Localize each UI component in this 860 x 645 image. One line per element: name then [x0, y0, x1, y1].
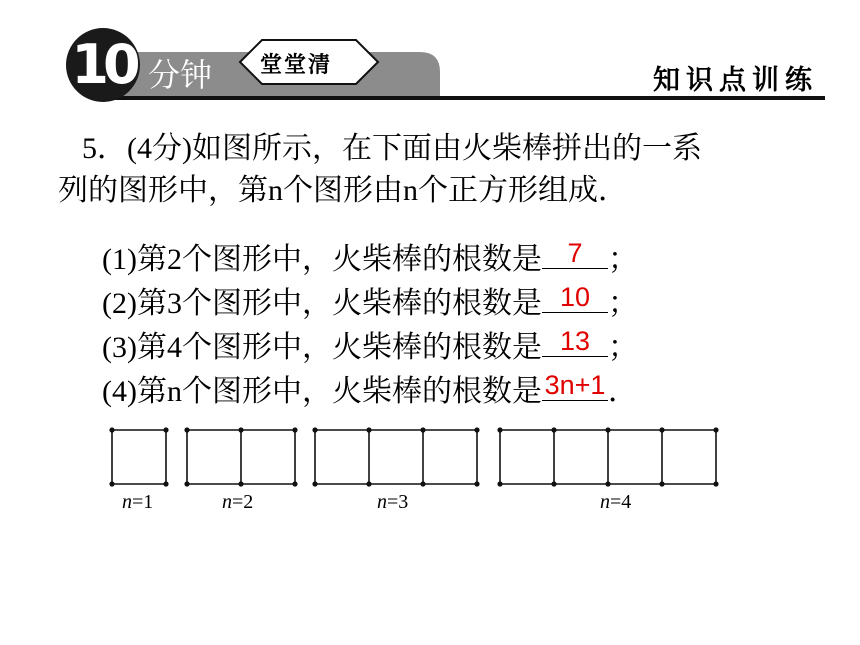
- square-group: [312, 427, 479, 486]
- vertex-dot: [713, 427, 718, 432]
- vertex-dot: [163, 481, 168, 486]
- vertex-dot: [420, 481, 425, 486]
- square-group: [184, 427, 297, 486]
- figure-label: n=2: [222, 491, 254, 513]
- answer-value: 10: [559, 282, 590, 312]
- vertex-dot: [292, 481, 297, 486]
- vertex-dot: [312, 427, 317, 432]
- vertex-dot: [292, 427, 297, 432]
- vertex-dot: [366, 427, 371, 432]
- matchstick-figure: [100, 420, 740, 530]
- answer-blank: [542, 326, 608, 357]
- vertex-dot: [605, 481, 610, 486]
- question-item: [102, 282, 638, 326]
- minutes-label: 分钟: [148, 56, 213, 94]
- vertex-dot: [551, 427, 556, 432]
- vertex-dot: [238, 427, 243, 432]
- header-banner: [0, 0, 860, 110]
- vertex-dot: [109, 427, 114, 432]
- problem-line-2: 列的图形中，第n个图形由n个正方形组成．: [58, 174, 628, 207]
- vertex-dot: [713, 481, 718, 486]
- question-end: ；: [607, 331, 638, 364]
- question-end: ；: [607, 243, 638, 276]
- vertex-dot: [659, 481, 664, 486]
- question-item: [102, 370, 638, 414]
- question-item: [102, 238, 638, 282]
- question-text: (3)第4个图形中，火柴棒的根数是: [102, 331, 542, 364]
- figure-label: n=3: [377, 491, 409, 513]
- figure-label: n=4: [600, 491, 632, 513]
- problem-line-1: 5．(4分)如图所示，在下面由火柴棒拼出的一系: [82, 132, 702, 165]
- vertex-dot: [109, 481, 114, 486]
- answer-value: 3n+1: [544, 370, 606, 400]
- vertex-dot: [312, 481, 317, 486]
- question-item: [102, 326, 638, 370]
- vertex-dot: [238, 481, 243, 486]
- answer-value: 13: [559, 326, 590, 356]
- practice-label: 知识点训练: [653, 65, 818, 96]
- vertex-dot: [184, 427, 189, 432]
- vertex-dot: [659, 427, 664, 432]
- question-end: ；: [607, 287, 638, 320]
- vertex-dot: [474, 481, 479, 486]
- square-group: [497, 427, 718, 486]
- answer-blank: [542, 238, 608, 269]
- figure-label: n=1: [122, 491, 154, 513]
- vertex-dot: [184, 481, 189, 486]
- answer-blank: [542, 282, 608, 313]
- answer-value: 7: [567, 238, 583, 268]
- problem-statement: [58, 128, 788, 212]
- question-text: (4)第n个图形中，火柴棒的根数是: [102, 375, 542, 408]
- question-list: [102, 238, 638, 414]
- vertex-dot: [474, 427, 479, 432]
- section-tag: 堂堂清: [260, 53, 333, 78]
- question-text: (2)第3个图形中，火柴棒的根数是: [102, 287, 542, 320]
- vertex-dot: [163, 427, 168, 432]
- square-group: [109, 427, 168, 486]
- vertex-dot: [497, 427, 502, 432]
- vertex-dot: [551, 481, 556, 486]
- answer-blank: [542, 370, 608, 401]
- vertex-dot: [420, 427, 425, 432]
- vertex-dot: [605, 427, 610, 432]
- vertex-dot: [366, 481, 371, 486]
- question-end: ．: [607, 375, 638, 408]
- minutes-number-badge: 10: [66, 28, 140, 102]
- question-text: (1)第2个图形中，火柴棒的根数是: [102, 243, 542, 276]
- vertex-dot: [497, 481, 502, 486]
